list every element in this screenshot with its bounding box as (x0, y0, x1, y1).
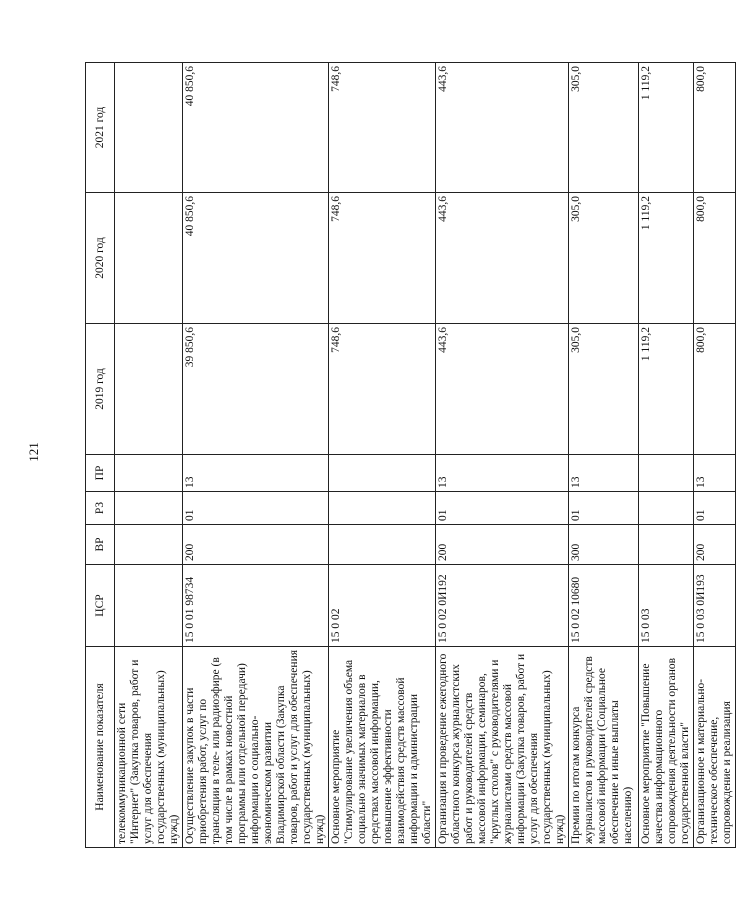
header-rz: РЗ (86, 492, 115, 525)
cell-2019: 443,6 (436, 324, 569, 455)
cell-name: Основное мероприятие "Стимулирование увеличения объема социально значимых материалов в средствах массовой информации, повышение эффективности взаимодействия средств массовой информации и администрации области" (329, 647, 436, 848)
budget-table (85, 62, 736, 848)
cell-pr: 13 (436, 455, 569, 492)
cell-rz: 01 (694, 492, 736, 525)
rotated-table-container (85, 63, 733, 848)
cell-2021: 800,0 (694, 63, 736, 193)
table-row (694, 63, 736, 848)
cell-2020: 800,0 (694, 193, 736, 324)
table-row (639, 63, 694, 848)
cell-2020: 1 119,2 (639, 193, 694, 324)
table-row (183, 63, 329, 848)
cell-2021: 1 119,2 (639, 63, 694, 193)
cell-csr: 15 0 01 98734 (183, 565, 329, 647)
table-row (329, 63, 436, 848)
cell-2019: 800,0 (694, 324, 736, 455)
header-pr: ПР (86, 455, 115, 492)
cell-2020: 443,6 (436, 193, 569, 324)
cell-name: Организация и проведение ежегодного областного конкурса журналистских работ и руководителей средств массовой информации, семинаров, "круглых столов" с руководителями и журналистами средств массовой информации (Закупка товаров, работ и услуг для обеспечения государственных (муниципальных) нужд) (436, 647, 569, 848)
cell-2020: 40 850,6 (183, 193, 329, 324)
header-csr: ЦСР (86, 565, 115, 647)
cell-2019: 305,0 (569, 324, 639, 455)
cell-2020 (115, 193, 183, 324)
cell-name: Осуществление закупок в части приобретения работ, услуг по трансляции в теле- или радиоэфире (в том числе в рамках новостной программы или отдельной передачи) информации о социально-экономическом развитии Владимирской области (Закупка товаров, работ и услуг для обеспечения государственных (муниципальных) нужд) (183, 647, 329, 848)
cell-pr (115, 455, 183, 492)
table-header-row (86, 63, 115, 848)
cell-vr (639, 525, 694, 565)
table-row (115, 63, 183, 848)
cell-vr (329, 525, 436, 565)
cell-pr: 13 (569, 455, 639, 492)
header-2020: 2020 год (86, 193, 115, 324)
cell-rz: 01 (569, 492, 639, 525)
cell-vr: 200 (183, 525, 329, 565)
cell-vr (115, 525, 183, 565)
cell-2021: 443,6 (436, 63, 569, 193)
cell-2019: 748,6 (329, 324, 436, 455)
cell-2021 (115, 63, 183, 193)
cell-csr: 15 0 03 (639, 565, 694, 647)
cell-pr: 13 (183, 455, 329, 492)
table-row (569, 63, 639, 848)
page-number: 121 (26, 442, 41, 462)
cell-csr: 15 0 02 0И192 (436, 565, 569, 647)
cell-vr: 300 (569, 525, 639, 565)
cell-name: телекоммуникационной сети "Интернет" (Закупка товаров, работ и услуг для обеспечения государственных (муниципальных) нужд) (115, 647, 183, 848)
cell-rz: 01 (436, 492, 569, 525)
cell-vr: 200 (694, 525, 736, 565)
cell-pr: 13 (694, 455, 736, 492)
cell-csr (115, 565, 183, 647)
header-vr: ВР (86, 525, 115, 565)
cell-csr: 15 0 02 (329, 565, 436, 647)
cell-name: Организационное и материально-техническое обеспечение, сопровождение и реализация (694, 647, 736, 848)
cell-csr: 15 0 02 10680 (569, 565, 639, 647)
cell-2019 (115, 324, 183, 455)
table-row (436, 63, 569, 848)
header-name: Наименование показателя (86, 647, 115, 848)
cell-rz: 01 (183, 492, 329, 525)
cell-name: Премии по итогам конкурса журналистов и руководителей средств массовой информации (Социальное обеспечение и иные выплаты населению) (569, 647, 639, 848)
cell-csr: 15 0 03 0И193 (694, 565, 736, 647)
cell-rz (639, 492, 694, 525)
cell-2020: 748,6 (329, 193, 436, 324)
cell-2020: 305,0 (569, 193, 639, 324)
cell-2021: 305,0 (569, 63, 639, 193)
header-2021: 2021 год (86, 63, 115, 193)
cell-rz (329, 492, 436, 525)
cell-pr (329, 455, 436, 492)
cell-2019: 1 119,2 (639, 324, 694, 455)
cell-rz (115, 492, 183, 525)
header-2019: 2019 год (86, 324, 115, 455)
cell-2021: 748,6 (329, 63, 436, 193)
cell-2019: 39 850,6 (183, 324, 329, 455)
cell-vr: 200 (436, 525, 569, 565)
cell-2021: 40 850,6 (183, 63, 329, 193)
cell-name: Основное мероприятие "Повышение качества информационного сопровождения деятельности органов государственной власти" (639, 647, 694, 848)
cell-pr (639, 455, 694, 492)
